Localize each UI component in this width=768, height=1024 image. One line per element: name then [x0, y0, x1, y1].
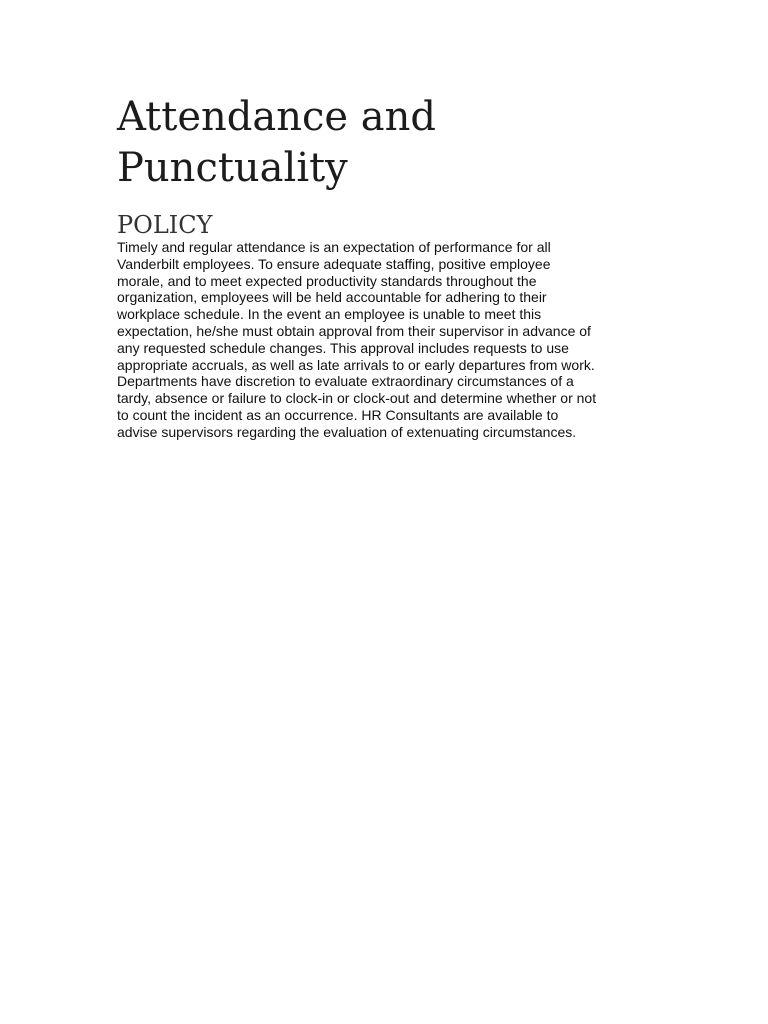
policy-line: organization, employees will be held accountable for adhering to their: [117, 289, 547, 306]
policy-line: Timely and regular attendance is an expectation of performance for all: [117, 239, 551, 255]
document-title: [117, 92, 657, 194]
policy-line: Departments have discretion to evaluate extraordinary circumstances of a: [117, 373, 574, 390]
policy-paragraph: [117, 239, 657, 441]
policy-line: tardy, absence or failure to clock-in or clock-out and determine whether or not: [117, 390, 597, 407]
policy-line: to count the incident as an occurrence. HR Consultants are available to: [117, 406, 559, 423]
policy-line: morale, and to meet expected productivity standards throughout the: [117, 272, 537, 289]
policy-line: expectation, he/she must obtain approval from their supervisor in advance of: [117, 322, 591, 339]
document-title-line-1: Attendance and: [117, 94, 436, 140]
policy-line: advise supervisors regarding the evaluation of extenuating circumstances.: [117, 423, 577, 440]
section-heading-policy: POLICY: [117, 211, 213, 239]
document-title-line-2: Punctuality: [117, 145, 348, 191]
policy-line: workplace schedule. In the event an employee is unable to meet this: [117, 306, 542, 323]
policy-line: any requested schedule changes. This approval includes requests to use: [117, 339, 569, 356]
policy-line: Vanderbilt employees. To ensure adequate staffing, positive employee: [117, 255, 551, 272]
document-content: [117, 92, 657, 441]
policy-line: appropriate accruals, as well as late arrivals to or early departures from work.: [117, 356, 595, 373]
